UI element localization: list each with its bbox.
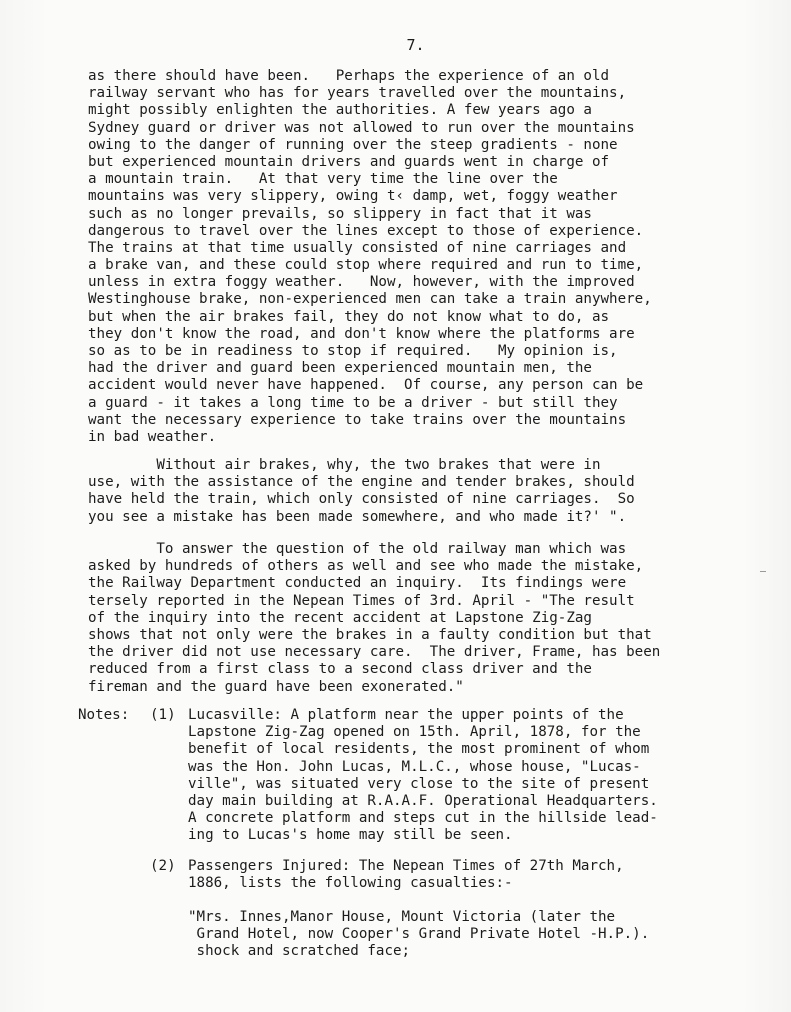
text-line: dangerous to travel over the lines except to those of experience. (88, 222, 644, 239)
text-line: but experienced mountain drivers and guards went in charge of (88, 153, 610, 170)
text-line: such as no longer prevails, so slippery in fact that it was (88, 205, 592, 222)
page-number: 7. (406, 36, 425, 54)
text-line: have held the train, which only consisted of nine carriages. So (88, 491, 635, 508)
paragraph-1 (88, 68, 652, 446)
note-1 (188, 707, 658, 845)
text-line: but when the air brakes fail, they do not know what to do, as (88, 308, 610, 325)
text-line: tersely reported in the Nepean Times of 3rd. April - "The result (88, 592, 635, 609)
text-line: Passengers Injured: The Nepean Times of 27th March, (188, 858, 624, 874)
text-line: shock and scratched face; (188, 943, 411, 960)
text-line: use, with the assistance of the engine and tender brakes, should (88, 474, 635, 491)
text-line: want the necessary experience to take trains over the mountains (88, 411, 627, 428)
text-line: ville", was situated very close to the site of present (188, 775, 650, 792)
paragraph-2 (88, 457, 635, 526)
text-line: Lucasville: A platform near the upper points of the (188, 707, 624, 723)
text-line: "Mrs. Innes,Manor House, Mount Victoria (later the (188, 909, 616, 925)
text-line: had the driver and guard been experienced mountain men, the (88, 360, 592, 377)
text-line: Without air brakes, why, the two brakes that were in (88, 457, 601, 473)
text-line: the driver did not use necessary care. The driver, Frame, has been (88, 644, 661, 661)
note-2 (188, 858, 624, 892)
text-line: might possibly enlighten the authorities. A few years ago a (88, 102, 592, 119)
note-number: (1) (150, 707, 176, 723)
text-line: a brake van, and these could stop where required and run to time, (88, 257, 644, 274)
text-line: reduced from a first class to a second class driver and the (88, 661, 592, 678)
text-line: owing to the danger of running over the steep gradients - none (88, 136, 618, 153)
text-line: was the Hon. John Lucas, M.L.C., whose house, "Lucas- (188, 758, 641, 775)
text-line: shows that not only were the brakes in a faulty condition but that (88, 626, 652, 643)
text-line: they don't know the road, and don't know where the platforms are (88, 325, 635, 342)
text-line: ing to Lucas's home may still be seen. (188, 827, 513, 844)
text-line: day main building at R.A.A.F. Operational Headquarters. (188, 792, 658, 809)
text-line: Sydney guard or driver was not allowed to run over the mountains (88, 119, 635, 136)
text-line: mountains was very slippery, owing t‹ damp, wet, foggy weather (88, 188, 618, 205)
text-line: accident would never have happened. Of course, any person can be (88, 377, 644, 394)
text-line: fireman and the guard have been exonerated." (88, 678, 464, 695)
text-line: so as to be in readiness to stop if required. My opinion is, (88, 343, 618, 359)
text-line: To answer the question of the old railway man which was (88, 541, 627, 557)
text-line: Lapstone Zig-Zag opened on 15th. April, 1878, for the (188, 724, 641, 741)
scan-speck (760, 571, 766, 572)
text-line: as there should have been. Perhaps the experience of an old (88, 68, 610, 84)
quoted-casualty-list (188, 909, 649, 961)
text-line: benefit of local residents, the most prominent of whom (188, 741, 650, 758)
text-line: in bad weather. (88, 428, 217, 445)
text-line: asked by hundreds of others as well and see who made the mistake, (88, 558, 644, 575)
text-line: Grand Hotel, now Cooper's Grand Private Hotel -H.P.). (188, 926, 650, 943)
text-line: Westinghouse brake, non-experienced men can take a train anywhere, (88, 291, 652, 308)
notes-label: Notes: (78, 707, 130, 723)
text-line: a mountain train. At that very time the line over the (88, 171, 558, 188)
text-line: railway servant who has for years travelled over the mountains, (88, 85, 627, 102)
text-line: a guard - it takes a long time to be a driver - but still they (88, 394, 618, 411)
text-line: unless in extra foggy weather. Now, however, with the improved (88, 274, 635, 291)
note-number: (2) (150, 858, 176, 874)
text-line: of the inquiry into the recent accident at Lapstone Zig-Zag (88, 609, 592, 626)
text-line: you see a mistake has been made somewhere, and who made it?' ". (88, 508, 627, 525)
paragraph-3 (88, 541, 660, 696)
text-line: The trains at that time usually consisted of nine carriages and (88, 239, 627, 256)
text-line: A concrete platform and steps cut in the hillside lead- (188, 810, 658, 827)
text-line: 1886, lists the following casualties:- (188, 875, 513, 892)
text-line: the Railway Department conducted an inquiry. Its findings were (88, 575, 627, 592)
